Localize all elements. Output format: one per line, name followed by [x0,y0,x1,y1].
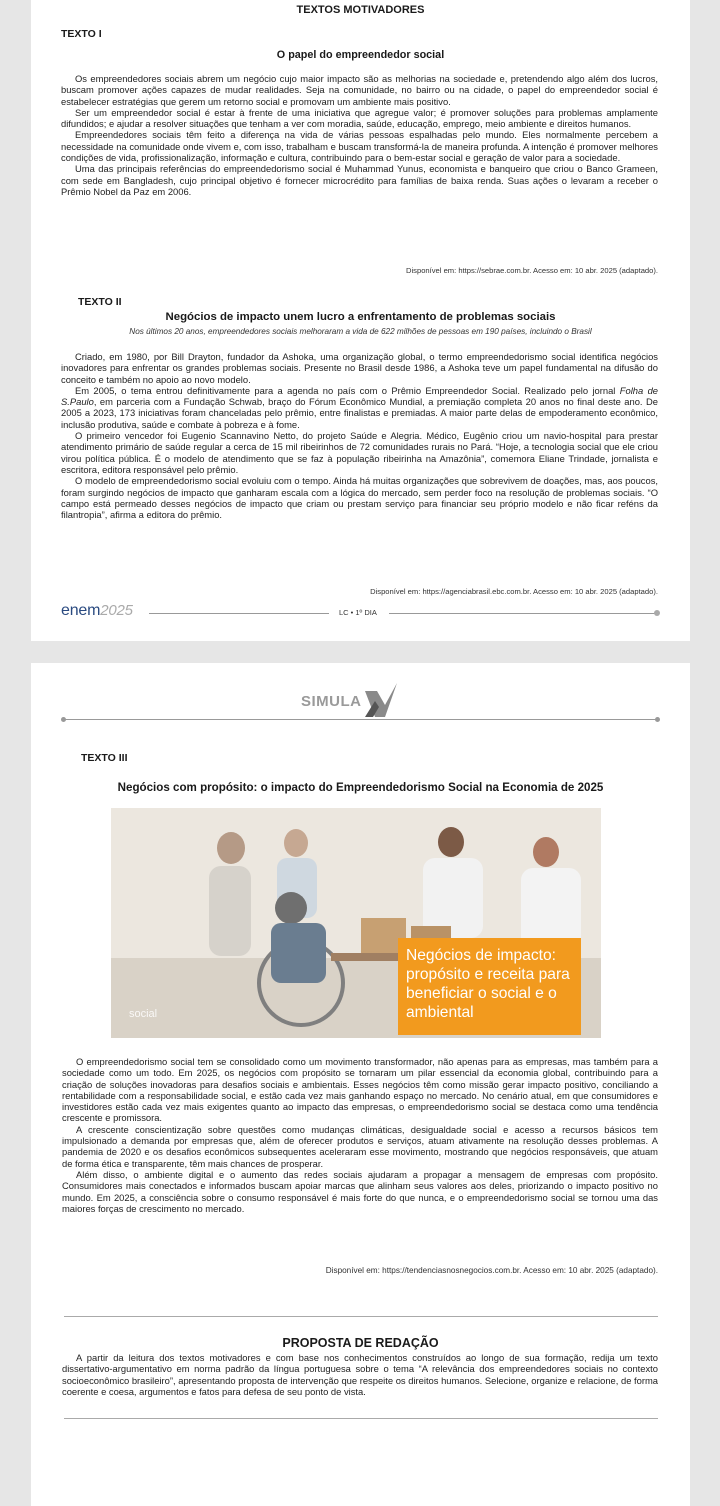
rule-dot-right [655,717,660,722]
paragraph-start: Em 2005, o tema entrou definitivamente para a agenda no país com o Prêmio Empreendedor Social. Realizado pelo jornal [75,384,620,396]
paragraph: Além disso, o ambiente digital e o aumento das redes sociais ajudaram a propagar a mensagem de empresas com propósito. Consumidores mais conectados e informados buscam apoiar marcas que alinham seus valores aos deles, priorizando o impacto positivo no mundo. Em 2025, a consciência sobre o consumo responsável é mais forte do que nunca, e o empreendedorismo social se tornou uma das maiores forças de crescimento no mercado. [62,1168,658,1214]
texto-1-title: O papel do empreendedor social [276,49,445,61]
paragraph-end: , em parceria com a Fundação Schwab, braço do Fórum Econômico Mundial, a premiação completa 20 anos no final deste ano. De 2005 a 2023, 173 iniciativas foram chanceladas pelo prêmio, entre finalistas e premiadas. A maior parte delas de empoderamento econômico, inclusão produtiva, saúde e combate à pobreza e à fome. [61,396,658,430]
texto-2-body [61,351,658,520]
footer-day-label: LC • 1º DIA [339,608,377,617]
enem-logo: enem2025 [61,602,133,619]
texto-2-source: Disponível em: https://agenciabrasil.ebc.com.br. Acesso em: 10 abr. 2025 (adaptado). [370,587,658,596]
paragraph: Empreendedores sociais têm feito a diferença na vida de várias pessoas espalhadas pelo mundo. Eles normalmente percebem a necessidade na comunidade onde vivem e, com isso, trabalham e buscam transformá-la de maneira profunda. A intenção é promover melhores condições de vida, profissionalização, informação e cultura, contribuindo para o bem-estar social e geração de valor para a sociedade. [61,129,658,164]
paragraph [61,385,658,430]
page-footer [61,604,658,620]
proposta-text: A partir da leitura dos textos motivadores e com base nos conhecimentos construídos ao longo de sua formação, redija um texto dissertativo-argumentativo em norma padrão da língua portuguesa sobre o tema “A relevância dos empreendedores sociais no contexto socioeconômico brasileiro”, apresentando proposta de intervenção que respeite os direitos humanos. Selecione, organize e relacione, de forma coerente e coesa, argumentos e fatos para defesa de seu ponto de vista. [62,1352,658,1397]
proposta-title: PROPOSTA DE REDAÇÃO [282,1336,439,1350]
proposta-body [62,1352,658,1397]
header-rule [64,719,657,720]
texto-1-body [61,73,658,197]
texto-2-subtitle: Nos últimos 20 anos, empreendedores sociais melhoraram a vida de 622 milhões de pessoas em 190 países, incluindo o Brasil [129,327,592,336]
photo-watermark: social [129,1008,158,1020]
paragraph: O primeiro vencedor foi Eugenio Scannavino Netto, do projeto Saúde e Alegria. Médico, Eugênio criou um navio-hospital para prestar atendimento primário de saúde regular a cerca de 15 mil ribeirinhos de 72 comunidades rurais no Pará. “Hoje, a tecnologia social que ele criou virou política pública. É o modelo de atendimento que se faz à população ribeirinha na Amazônia”, comemora Eliane Trindade, jornalista e escritora, editora responsável pelo prêmio. [61,430,658,475]
proposta-top-rule [64,1316,658,1317]
simulax-logo [301,681,421,721]
texto-3-label: TEXTO III [81,752,128,764]
texto-1-label: TEXTO I [61,28,102,40]
exam-page-2 [31,663,690,1506]
newspaper-name: Folha de S.Paulo [61,384,658,408]
paragraph: O empreendedorismo social tem se consolidado como um movimento transformador, não apenas para as empresas, mas também para a sociedade como um todo. Em 2025, os negócios com propósito se tornaram um pilar essencial da economia global, contribuindo para a criação de soluções inovadoras para desafios sociais e ambientais. Esses negócios têm como missão gerar impacto positivo, conciliando a rentabilidade com a responsabilidade social, e estão cada vez mais ganhando espaço no mercado. No cenário atual, em que consumidores e investidores estão cada vez mais exigentes quanto ao impacto das empresas, o empreendedorismo social se destaca como uma tendência crescente e promissora. [62,1056,658,1124]
texto-1-source: Disponível em: https://sebrae.com.br. Acesso em: 10 abr. 2025 (adaptado). [406,266,658,275]
exam-page-1 [31,0,690,641]
section-header: TEXTOS MOTIVADORES [296,4,425,16]
logo-x-icon [363,681,399,719]
footer-rule-left [149,613,329,614]
image-caption-box: Negócios de impacto: propósito e receita para beneficiar o social e o ambiental [398,938,581,1035]
paragraph: Os empreendedores sociais abrem um negócio cujo maior impacto são as melhorias na sociedade e, pretendendo algo além dos lucros, buscam promover ações capazes de mudar realidades. Seja na comunidade, no bairro ou na cidade, o papel do empreendedor social é estabelecer estratégias que gerem um retorno social e promovam um ambiente mais positivo. [61,73,658,107]
texto-3-body [62,1056,658,1214]
logo-text: SIMULA [301,693,362,710]
texto-3-source: Disponível em: https://tendenciasnosnegocios.com.br. Acesso em: 10 abr. 2025 (adaptado). [325,1266,658,1275]
texto-3-title: Negócios com propósito: o impacto do Empreendedorismo Social na Economia de 2025 [117,781,604,794]
paragraph: O modelo de empreendedorismo social evoluiu com o tempo. Ainda há muitas organizações que sobrevivem de doações, mas, aos poucos, foram surgindo negócios de impacto que ganharam escala com a lógica do mercado, sem perder foco na resolução de problemas sociais. “O campo está permeado desses negócios de impacto que criam ou prestam serviço para financiar seu próprio modelo e não ficar reféns da filantropia”, afirma a editora do prêmio. [61,475,658,521]
proposta-bottom-rule [64,1418,658,1419]
paragraph: Criado, em 1980, por Bill Drayton, fundador da Ashoka, uma organização global, o termo empreendedorismo social identifica negócios inovadores para enfrentar os grandes problemas sociais. Presente no Brasil desde 1986, a Ashoka teve um papel fundamental na difusão do conceito e também no apoio ao novo modelo. [61,351,658,385]
paragraph: A crescente conscientização sobre questões como mudanças climáticas, desigualdade social e acesso a recursos básicos tem impulsionado a demanda por empresas que, além de oferecer produtos e serviços, atuam ativamente na resolução desses problemas. A pandemia de 2020 e os desafios econômicos subsequentes aceleraram esse movimento, mostrando que negócios responsáveis, que atuam de forma ética e transparente, têm mais chances de prosperar. [62,1123,658,1169]
texto-2-label: TEXTO II [78,296,122,308]
footer-dot [654,610,660,616]
footer-rule-right [389,613,658,614]
paragraph: Ser um empreendedor social é estar à frente de uma iniciativa que agregue valor; é promover soluções para problemas amplamente difundidos; e ajudar a resolver situações que tenham a ver com moradia, saúde, educação, emprego, meio ambiente e direitos humanos. [61,106,658,130]
paragraph: Uma das principais referências do empreendedorismo social é Muhammad Yunus, economista e banqueiro que criou o Banco Grameen, com sede em Bangladesh, cujo principal objetivo é fornecer microcrédito para famílias de baixa renda. Suas ações o levaram a receber o Prêmio Nobel da Paz em 2006. [61,163,658,197]
texto-2-title: Negócios de impacto unem lucro a enfrentamento de problemas sociais [165,311,556,323]
